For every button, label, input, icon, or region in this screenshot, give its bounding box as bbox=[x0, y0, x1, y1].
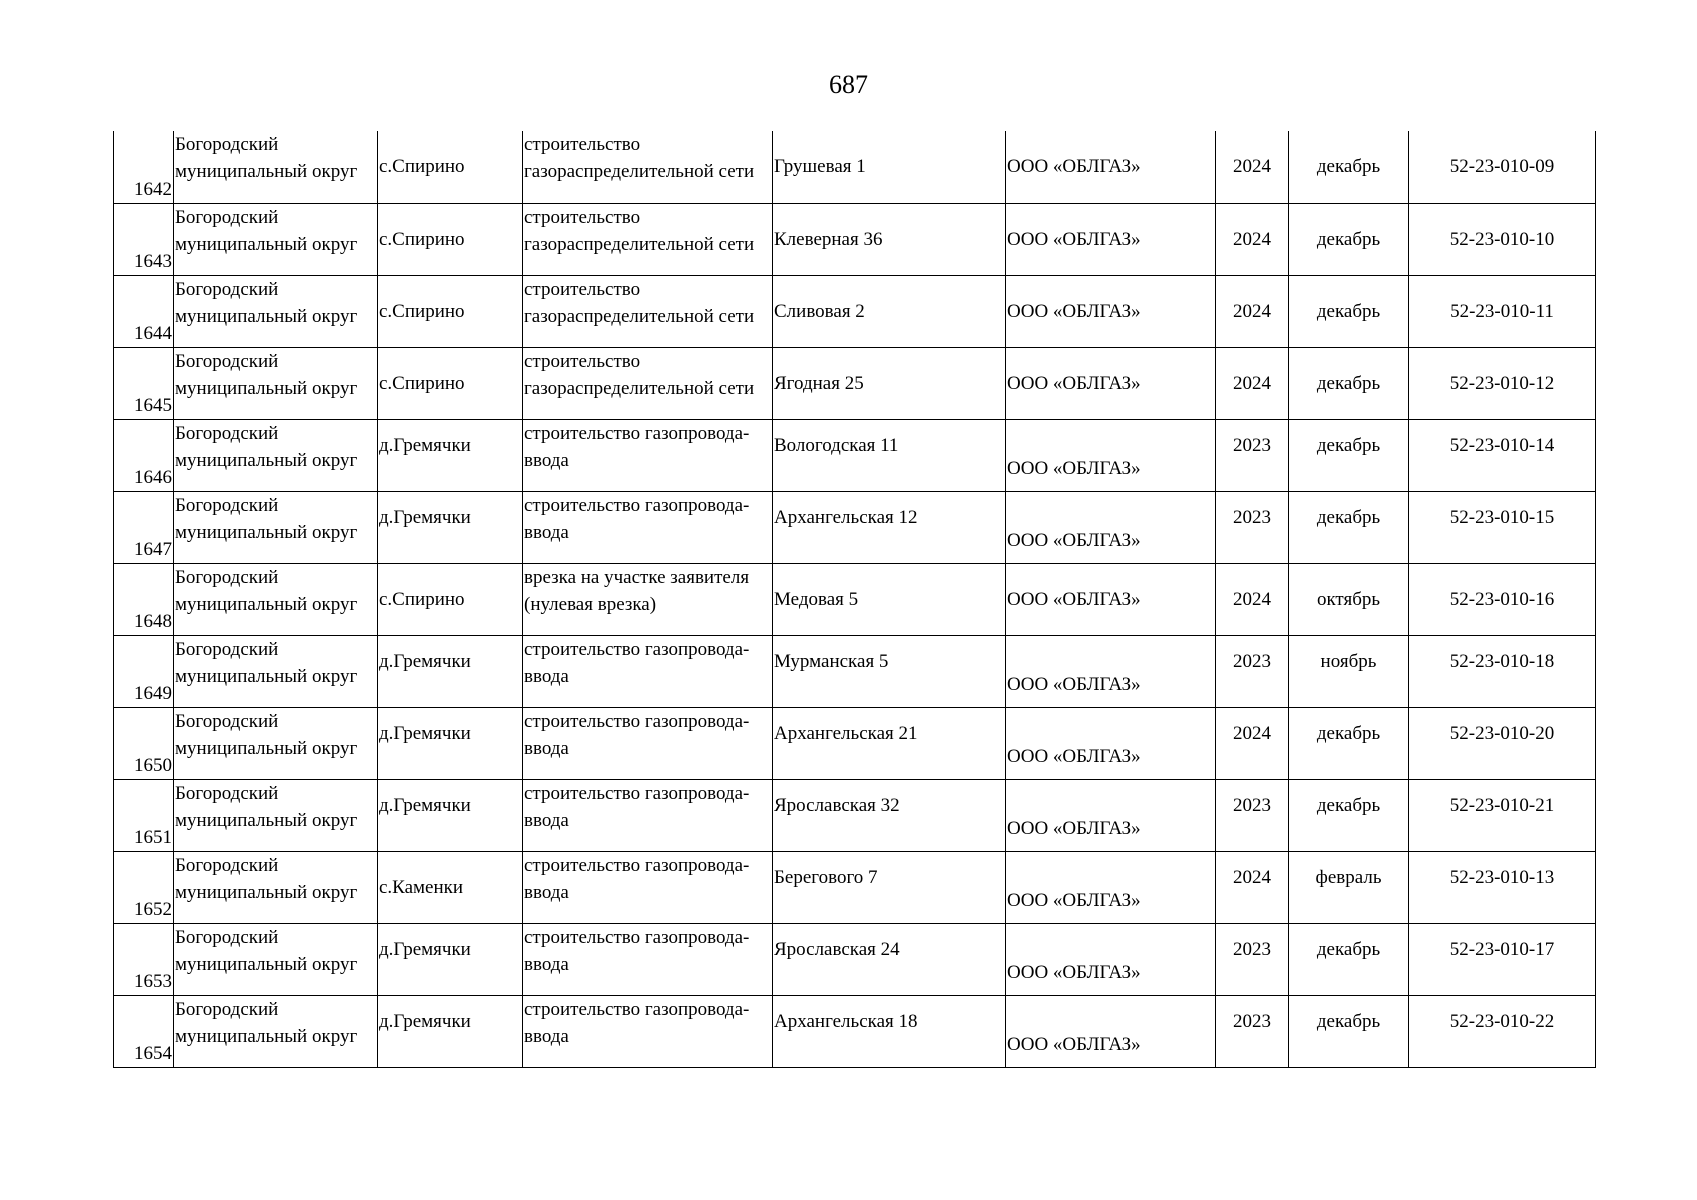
organization-name: ООО «ОБЛГАЗ» bbox=[1007, 457, 1141, 479]
address: Мурманская 5 bbox=[774, 650, 889, 672]
work-type-line-1: строительство bbox=[524, 350, 641, 372]
row-number: 1650 bbox=[134, 754, 172, 776]
organization-cell bbox=[1006, 203, 1216, 275]
district-line-1: Богородский bbox=[175, 494, 279, 516]
object-code: 52-23-010-16 bbox=[1449, 588, 1555, 610]
district-line-2: муниципальный округ bbox=[175, 1025, 358, 1047]
settlement-cell bbox=[378, 419, 523, 491]
settlement-cell bbox=[378, 131, 523, 203]
district-line-1: Богородский bbox=[175, 350, 279, 372]
year: 2023 bbox=[1233, 1010, 1271, 1032]
settlement-name: с.Каменки bbox=[379, 876, 464, 898]
year-cell bbox=[1216, 995, 1289, 1067]
organization-name: ООО «ОБЛГАЗ» bbox=[1007, 372, 1141, 394]
table-row bbox=[114, 275, 1596, 347]
year: 2023 bbox=[1233, 506, 1271, 528]
work-type-line-1: строительство газопровода- bbox=[524, 638, 750, 660]
settlement-cell bbox=[378, 923, 523, 995]
organization-cell bbox=[1006, 347, 1216, 419]
work-type-cell bbox=[523, 563, 773, 635]
address: Медовая 5 bbox=[774, 588, 859, 610]
district-cell bbox=[174, 347, 378, 419]
district-cell bbox=[174, 131, 378, 203]
row-number: 1644 bbox=[134, 322, 172, 344]
work-type-line-2: ввода bbox=[524, 737, 569, 759]
month: октябрь bbox=[1316, 588, 1381, 610]
month: декабрь bbox=[1316, 794, 1381, 816]
address: Ягодная 25 bbox=[774, 372, 864, 394]
code-cell bbox=[1409, 707, 1596, 779]
object-code: 52-23-010-18 bbox=[1449, 650, 1555, 672]
gasification-register-table bbox=[113, 131, 1596, 1068]
organization-name: ООО «ОБЛГАЗ» bbox=[1007, 745, 1141, 767]
address-cell bbox=[773, 779, 1006, 851]
district-line-2: муниципальный округ bbox=[175, 737, 358, 759]
work-type-line-1: строительство bbox=[524, 278, 641, 300]
month: декабрь bbox=[1316, 156, 1381, 178]
address: Клеверная 36 bbox=[774, 228, 883, 250]
settlement-name: д.Гремячки bbox=[379, 650, 471, 672]
year: 2024 bbox=[1233, 300, 1271, 322]
year: 2023 bbox=[1233, 938, 1271, 960]
work-type-cell bbox=[523, 707, 773, 779]
work-type-line-2: ввода bbox=[524, 1025, 569, 1047]
work-type-line-1: строительство газопровода- bbox=[524, 854, 750, 876]
object-code: 52-23-010-20 bbox=[1449, 722, 1555, 744]
code-cell bbox=[1409, 635, 1596, 707]
organization-cell bbox=[1006, 491, 1216, 563]
settlement-name: д.Гремячки bbox=[379, 938, 471, 960]
organization-cell bbox=[1006, 275, 1216, 347]
work-type-cell bbox=[523, 995, 773, 1067]
work-type-line-1: строительство bbox=[524, 206, 641, 228]
code-cell bbox=[1409, 275, 1596, 347]
work-type-cell bbox=[523, 491, 773, 563]
organization-name: ООО «ОБЛГАЗ» bbox=[1007, 673, 1141, 695]
month-cell bbox=[1289, 707, 1409, 779]
address: Сливовая 2 bbox=[774, 300, 865, 322]
address-cell bbox=[773, 419, 1006, 491]
year-cell bbox=[1216, 779, 1289, 851]
year-cell bbox=[1216, 419, 1289, 491]
month: декабрь bbox=[1316, 1010, 1381, 1032]
district-line-2: муниципальный округ bbox=[175, 449, 358, 471]
code-cell bbox=[1409, 923, 1596, 995]
settlement-cell bbox=[378, 995, 523, 1067]
organization-name: ООО «ОБЛГАЗ» bbox=[1007, 529, 1141, 551]
table-row bbox=[114, 707, 1596, 779]
district-cell bbox=[174, 635, 378, 707]
year-cell bbox=[1216, 563, 1289, 635]
district-line-1: Богородский bbox=[175, 278, 279, 300]
settlement-name: д.Гремячки bbox=[379, 794, 471, 816]
district-line-1: Богородский bbox=[175, 782, 279, 804]
settlement-name: с.Спирино bbox=[379, 300, 465, 322]
organization-name: ООО «ОБЛГАЗ» bbox=[1007, 228, 1141, 250]
code-cell bbox=[1409, 131, 1596, 203]
month: декабрь bbox=[1316, 300, 1381, 322]
month-cell bbox=[1289, 203, 1409, 275]
address: Ярославская 32 bbox=[774, 794, 900, 816]
object-code: 52-23-010-14 bbox=[1449, 434, 1555, 456]
address: Архангельская 12 bbox=[774, 506, 918, 528]
object-code: 52-23-010-09 bbox=[1449, 156, 1555, 178]
table-row bbox=[114, 923, 1596, 995]
row-number-cell bbox=[114, 995, 174, 1067]
row-number-cell bbox=[114, 779, 174, 851]
district-line-2: муниципальный округ bbox=[175, 161, 358, 182]
settlement-cell bbox=[378, 779, 523, 851]
work-type-line-2: ввода bbox=[524, 953, 569, 975]
district-line-1: Богородский bbox=[175, 422, 279, 444]
address: Берегового 7 bbox=[774, 866, 878, 888]
settlement-cell bbox=[378, 707, 523, 779]
organization-name: ООО «ОБЛГАЗ» bbox=[1007, 1033, 1141, 1055]
row-number-cell bbox=[114, 563, 174, 635]
year: 2024 bbox=[1233, 722, 1271, 744]
year: 2024 bbox=[1233, 228, 1271, 250]
table-row bbox=[114, 131, 1596, 203]
organization-name: ООО «ОБЛГАЗ» bbox=[1007, 300, 1141, 322]
register-body bbox=[114, 131, 1596, 1067]
district-line-1: Богородский bbox=[175, 566, 279, 588]
settlement-cell bbox=[378, 635, 523, 707]
month-cell bbox=[1289, 563, 1409, 635]
settlement-name: с.Спирино bbox=[379, 588, 465, 610]
work-type-cell bbox=[523, 203, 773, 275]
district-cell bbox=[174, 707, 378, 779]
work-type-line-2: ввода bbox=[524, 521, 569, 543]
row-number: 1646 bbox=[134, 466, 172, 488]
year-cell bbox=[1216, 347, 1289, 419]
year-cell bbox=[1216, 275, 1289, 347]
work-type-cell bbox=[523, 779, 773, 851]
month: декабрь bbox=[1316, 372, 1381, 394]
year-cell bbox=[1216, 635, 1289, 707]
work-type-cell bbox=[523, 131, 773, 203]
district-line-1: Богородский bbox=[175, 998, 279, 1020]
table-row bbox=[114, 995, 1596, 1067]
year: 2023 bbox=[1233, 434, 1271, 456]
work-type-line-1: строительство газопровода- bbox=[524, 422, 750, 444]
row-number: 1654 bbox=[134, 1042, 172, 1064]
row-number-cell bbox=[114, 347, 174, 419]
page-number: 687 bbox=[829, 70, 868, 99]
organization-cell bbox=[1006, 923, 1216, 995]
work-type-line-1: строительство газопровода- bbox=[524, 926, 750, 948]
settlement-name: с.Спирино bbox=[379, 228, 465, 250]
district-line-2: муниципальный округ bbox=[175, 809, 358, 831]
table-row bbox=[114, 347, 1596, 419]
district-line-1: Богородский bbox=[175, 638, 279, 660]
row-number: 1649 bbox=[134, 682, 172, 704]
row-number-cell bbox=[114, 707, 174, 779]
district-cell bbox=[174, 203, 378, 275]
work-type-line-2: ввода bbox=[524, 809, 569, 831]
district-line-2: муниципальный округ bbox=[175, 881, 358, 903]
settlement-name: д.Гремячки bbox=[379, 722, 471, 744]
year-cell bbox=[1216, 203, 1289, 275]
year: 2024 bbox=[1233, 156, 1271, 178]
address-cell bbox=[773, 203, 1006, 275]
month-cell bbox=[1289, 275, 1409, 347]
object-code: 52-23-010-12 bbox=[1449, 372, 1555, 394]
settlement-cell bbox=[378, 563, 523, 635]
work-type-line-1: строительство газопровода- bbox=[524, 782, 750, 804]
row-number-cell bbox=[114, 851, 174, 923]
code-cell bbox=[1409, 851, 1596, 923]
work-type-line-1: врезка на участке заявителя bbox=[524, 566, 750, 588]
row-number: 1645 bbox=[134, 394, 172, 416]
row-number-cell bbox=[114, 275, 174, 347]
row-number-cell bbox=[114, 491, 174, 563]
settlement-name: с.Спирино bbox=[379, 372, 465, 394]
settlement-cell bbox=[378, 491, 523, 563]
work-type-line-1: строительство газопровода- bbox=[524, 710, 750, 732]
object-code: 52-23-010-21 bbox=[1449, 794, 1555, 816]
work-type-line-2: газораспределительной сети bbox=[524, 233, 755, 255]
organization-cell bbox=[1006, 419, 1216, 491]
year-cell bbox=[1216, 923, 1289, 995]
work-type-line-2: ввода bbox=[524, 449, 569, 471]
address-cell bbox=[773, 923, 1006, 995]
work-type-line-2: газораспределительной сети bbox=[524, 161, 755, 182]
settlement-cell bbox=[378, 851, 523, 923]
address-cell bbox=[773, 851, 1006, 923]
organization-name: ООО «ОБЛГАЗ» bbox=[1007, 889, 1141, 911]
work-type-cell bbox=[523, 419, 773, 491]
row-number-cell bbox=[114, 923, 174, 995]
organization-name: ООО «ОБЛГАЗ» bbox=[1007, 817, 1141, 839]
district-cell bbox=[174, 563, 378, 635]
month-cell bbox=[1289, 131, 1409, 203]
table-row bbox=[114, 203, 1596, 275]
address-cell bbox=[773, 563, 1006, 635]
work-type-cell bbox=[523, 923, 773, 995]
work-type-line-2: (нулевая врезка) bbox=[524, 593, 657, 615]
object-code: 52-23-010-10 bbox=[1449, 228, 1555, 250]
address-cell bbox=[773, 347, 1006, 419]
month-cell bbox=[1289, 491, 1409, 563]
code-cell bbox=[1409, 563, 1596, 635]
month: декабрь bbox=[1316, 228, 1381, 250]
table-row bbox=[114, 563, 1596, 635]
code-cell bbox=[1409, 419, 1596, 491]
district-line-2: муниципальный округ bbox=[175, 953, 358, 975]
row-number: 1653 bbox=[134, 970, 172, 992]
work-type-cell bbox=[523, 275, 773, 347]
code-cell bbox=[1409, 491, 1596, 563]
row-number: 1651 bbox=[134, 826, 172, 848]
object-code: 52-23-010-22 bbox=[1449, 1010, 1555, 1032]
year-cell bbox=[1216, 491, 1289, 563]
year: 2024 bbox=[1233, 372, 1271, 394]
organization-cell bbox=[1006, 995, 1216, 1067]
object-code: 52-23-010-13 bbox=[1449, 866, 1555, 888]
settlement-cell bbox=[378, 275, 523, 347]
year-cell bbox=[1216, 851, 1289, 923]
row-number: 1652 bbox=[134, 898, 172, 920]
district-line-1: Богородский bbox=[175, 926, 279, 948]
district-line-2: муниципальный округ bbox=[175, 305, 358, 327]
year: 2023 bbox=[1233, 650, 1271, 672]
work-type-line-2: газораспределительной сети bbox=[524, 377, 755, 399]
district-line-2: муниципальный округ bbox=[175, 665, 358, 687]
district-line-2: муниципальный округ bbox=[175, 521, 358, 543]
organization-cell bbox=[1006, 851, 1216, 923]
month-cell bbox=[1289, 347, 1409, 419]
district-line-2: муниципальный округ bbox=[175, 233, 358, 255]
code-cell bbox=[1409, 203, 1596, 275]
row-number: 1643 bbox=[134, 250, 172, 272]
row-number: 1642 bbox=[134, 178, 172, 200]
table-row bbox=[114, 419, 1596, 491]
settlement-cell bbox=[378, 203, 523, 275]
work-type-cell bbox=[523, 347, 773, 419]
district-cell bbox=[174, 851, 378, 923]
organization-name: ООО «ОБЛГАЗ» bbox=[1007, 156, 1141, 178]
district-cell bbox=[174, 419, 378, 491]
district-line-1: Богородский bbox=[175, 206, 279, 228]
row-number-cell bbox=[114, 131, 174, 203]
month: февраль bbox=[1315, 866, 1382, 888]
work-type-line-1: строительство газопровода- bbox=[524, 494, 750, 516]
month-cell bbox=[1289, 419, 1409, 491]
district-line-1: Богородский bbox=[175, 134, 279, 155]
month: декабрь bbox=[1316, 434, 1381, 456]
district-cell bbox=[174, 923, 378, 995]
organization-name: ООО «ОБЛГАЗ» bbox=[1007, 588, 1141, 610]
work-type-line-1: строительство газопровода- bbox=[524, 998, 750, 1020]
district-cell bbox=[174, 995, 378, 1067]
work-type-cell bbox=[523, 851, 773, 923]
district-cell bbox=[174, 779, 378, 851]
work-type-line-2: газораспределительной сети bbox=[524, 305, 755, 327]
address-cell bbox=[773, 707, 1006, 779]
table-row bbox=[114, 851, 1596, 923]
month-cell bbox=[1289, 635, 1409, 707]
row-number: 1648 bbox=[134, 610, 172, 632]
table-row bbox=[114, 491, 1596, 563]
object-code: 52-23-010-17 bbox=[1449, 938, 1555, 960]
row-number-cell bbox=[114, 419, 174, 491]
address: Архангельская 21 bbox=[774, 722, 918, 744]
address-cell bbox=[773, 491, 1006, 563]
year: 2024 bbox=[1233, 588, 1271, 610]
code-cell bbox=[1409, 779, 1596, 851]
table-row bbox=[114, 779, 1596, 851]
object-code: 52-23-010-15 bbox=[1449, 506, 1555, 528]
address: Архангельская 18 bbox=[774, 1010, 918, 1032]
work-type-cell bbox=[523, 635, 773, 707]
district-line-1: Богородский bbox=[175, 710, 279, 732]
row-number: 1647 bbox=[134, 538, 172, 560]
organization-cell bbox=[1006, 563, 1216, 635]
code-cell bbox=[1409, 995, 1596, 1067]
month-cell bbox=[1289, 851, 1409, 923]
settlement-name: д.Гремячки bbox=[379, 1010, 471, 1032]
row-number-cell bbox=[114, 203, 174, 275]
row-number-cell bbox=[114, 635, 174, 707]
settlement-name: с.Спирино bbox=[379, 156, 465, 178]
month-cell bbox=[1289, 923, 1409, 995]
object-code: 52-23-010-11 bbox=[1450, 300, 1554, 322]
year-cell bbox=[1216, 707, 1289, 779]
district-line-2: муниципальный округ bbox=[175, 593, 358, 615]
address-cell bbox=[773, 995, 1006, 1067]
organization-cell bbox=[1006, 779, 1216, 851]
address: Ярославская 24 bbox=[774, 938, 900, 960]
code-cell bbox=[1409, 347, 1596, 419]
organization-cell bbox=[1006, 131, 1216, 203]
district-cell bbox=[174, 491, 378, 563]
month: декабрь bbox=[1316, 506, 1381, 528]
year: 2023 bbox=[1233, 794, 1271, 816]
work-type-line-1: строительство bbox=[524, 134, 641, 155]
month-cell bbox=[1289, 995, 1409, 1067]
district-line-1: Богородский bbox=[175, 854, 279, 876]
district-cell bbox=[174, 275, 378, 347]
work-type-line-2: ввода bbox=[524, 881, 569, 903]
month: ноябрь bbox=[1320, 650, 1377, 672]
address-cell bbox=[773, 131, 1006, 203]
organization-cell bbox=[1006, 635, 1216, 707]
settlement-name: д.Гремячки bbox=[379, 434, 471, 456]
settlement-cell bbox=[378, 347, 523, 419]
district-line-2: муниципальный округ bbox=[175, 377, 358, 399]
month: декабрь bbox=[1316, 938, 1381, 960]
address-cell bbox=[773, 275, 1006, 347]
month-cell bbox=[1289, 779, 1409, 851]
organization-name: ООО «ОБЛГАЗ» bbox=[1007, 961, 1141, 983]
year-cell bbox=[1216, 131, 1289, 203]
month: декабрь bbox=[1316, 722, 1381, 744]
settlement-name: д.Гремячки bbox=[379, 506, 471, 528]
address-cell bbox=[773, 635, 1006, 707]
address: Грушевая 1 bbox=[774, 156, 866, 178]
work-type-line-2: ввода bbox=[524, 665, 569, 687]
table-row bbox=[114, 635, 1596, 707]
address: Вологодская 11 bbox=[774, 434, 899, 456]
year: 2024 bbox=[1233, 866, 1271, 888]
organization-cell bbox=[1006, 707, 1216, 779]
